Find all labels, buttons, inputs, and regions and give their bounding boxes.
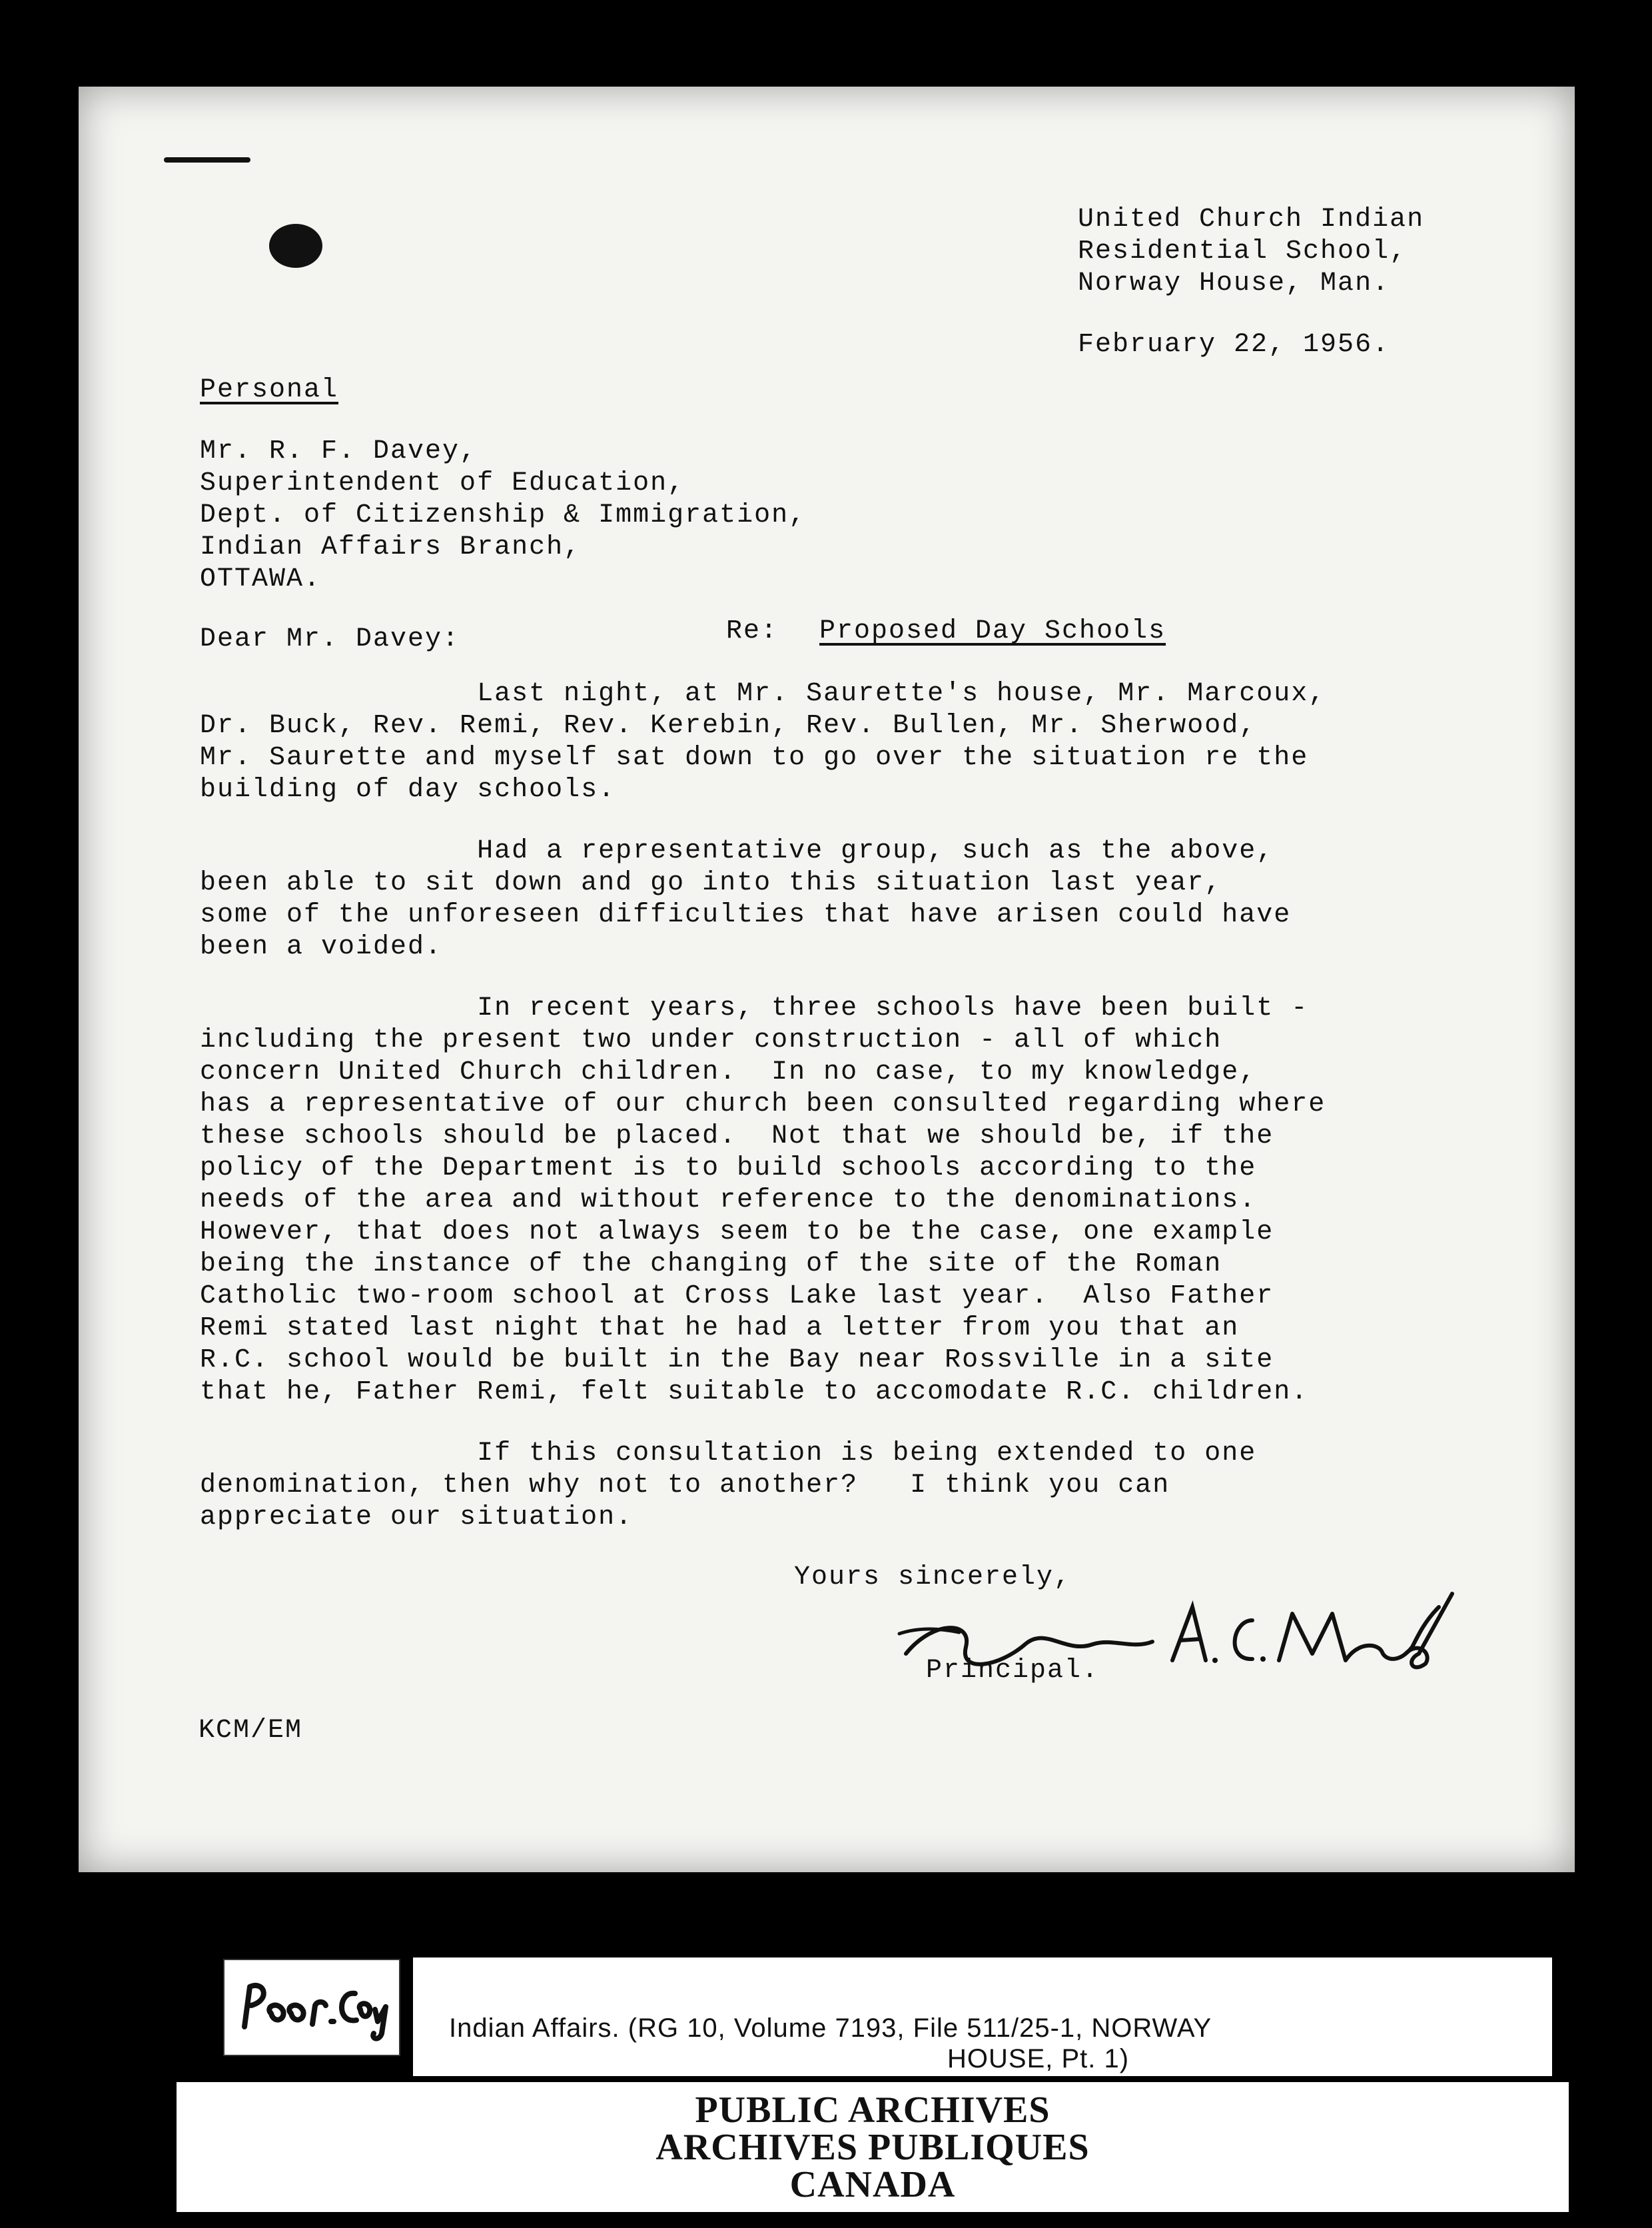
- body-line: building of day schools.: [200, 775, 616, 805]
- body-line: appreciate our situation.: [200, 1502, 633, 1532]
- body-line: Catholic two-room school at Cross Lake last year. Also Father: [200, 1281, 1274, 1311]
- letter-sheet: [79, 87, 1575, 1872]
- body-line: including the present two under construction - all of which: [200, 1025, 1222, 1055]
- recipient-line: Mr. R. F. Davey,: [200, 436, 478, 466]
- body-line: needs of the area and without reference to the denominations.: [200, 1185, 1257, 1215]
- recipient-line: OTTAWA.: [200, 564, 322, 594]
- re-label: Re:: [726, 616, 779, 646]
- stamp-line: ARCHIVES PUBLIQUES: [655, 2127, 1090, 2168]
- body-line: policy of the Department is to build schools according to the: [200, 1153, 1257, 1183]
- body-line: Mr. Saurette and myself sat down to go over the situation re the: [200, 743, 1309, 773]
- sender-address-line: United Church Indian: [1078, 205, 1425, 235]
- personal-marking: Personal: [200, 375, 339, 405]
- body-line: However, that does not always seem to be the case, one example: [200, 1217, 1274, 1247]
- sender-address-line: Norway House, Man.: [1078, 269, 1390, 298]
- ink-blot: [269, 224, 322, 268]
- recipient-line: Indian Affairs Branch,: [200, 532, 582, 562]
- salutation: Dear Mr. Davey:: [200, 624, 460, 654]
- stamp-line: PUBLIC ARCHIVES: [695, 2089, 1050, 2131]
- stamp-line: CANADA: [789, 2164, 956, 2205]
- body-line: Had a representative group, such as the above,: [200, 836, 1274, 866]
- body-line: concern United Church children. In no case, to my knowledge,: [200, 1057, 1257, 1087]
- archive-reference-strip: [413, 1957, 1552, 2076]
- body-line: If this consultation is being extended to one: [200, 1438, 1257, 1468]
- body-line: been a voided.: [200, 932, 443, 962]
- body-line: Dr. Buck, Rev. Remi, Rev. Kerebin, Rev. Bullen, Mr. Sherwood,: [200, 711, 1257, 741]
- body-line: that he, Father Remi, felt suitable to accomodate R.C. children.: [200, 1377, 1309, 1407]
- body-line: denomination, then why not to another? I think you can: [200, 1470, 1170, 1500]
- recipient-line: Dept. of Citizenship & Immigration,: [200, 500, 807, 530]
- recipient-line: Superintendent of Education,: [200, 468, 685, 498]
- body-line: In recent years, three schools have been built -: [200, 993, 1309, 1023]
- typist-initials: KCM/EM: [199, 1716, 303, 1746]
- body-line: been able to sit down and go into this situation last year,: [200, 868, 1222, 898]
- poor-copy-handwriting: [224, 1960, 399, 2055]
- closing: Yours sincerely,: [794, 1562, 1072, 1592]
- body-line: these schools should be placed. Not that we should be, if the: [200, 1121, 1274, 1151]
- ink-mark: [164, 157, 250, 163]
- letter-date: February 22, 1956.: [1078, 330, 1390, 360]
- archive-reference-line: Indian Affairs. (RG 10, Volume 7193, File 511/25-1, NORWAY: [449, 2013, 1212, 2043]
- body-line: some of the unforeseen difficulties that have arisen could have: [200, 900, 1292, 930]
- body-line: Remi stated last night that he had a letter from you that an: [200, 1313, 1240, 1343]
- body-line: Last night, at Mr. Saurette's house, Mr. Marcoux,: [200, 679, 1326, 709]
- body-line: being the instance of the changing of the site of the Roman: [200, 1249, 1222, 1279]
- subject-line: Proposed Day Schools: [819, 616, 1166, 646]
- poor-copy-card: [223, 1959, 400, 2056]
- public-archives-stamp: [177, 2082, 1569, 2212]
- archive-reference-line: HOUSE, Pt. 1): [947, 2044, 1130, 2073]
- body-line: has a representative of our church been consulted regarding where: [200, 1089, 1326, 1119]
- sender-address-line: Residential School,: [1078, 237, 1408, 267]
- body-line: R.C. school would be built in the Bay near Rossville in a site: [200, 1345, 1274, 1375]
- signer-title: Principal.: [926, 1656, 1100, 1686]
